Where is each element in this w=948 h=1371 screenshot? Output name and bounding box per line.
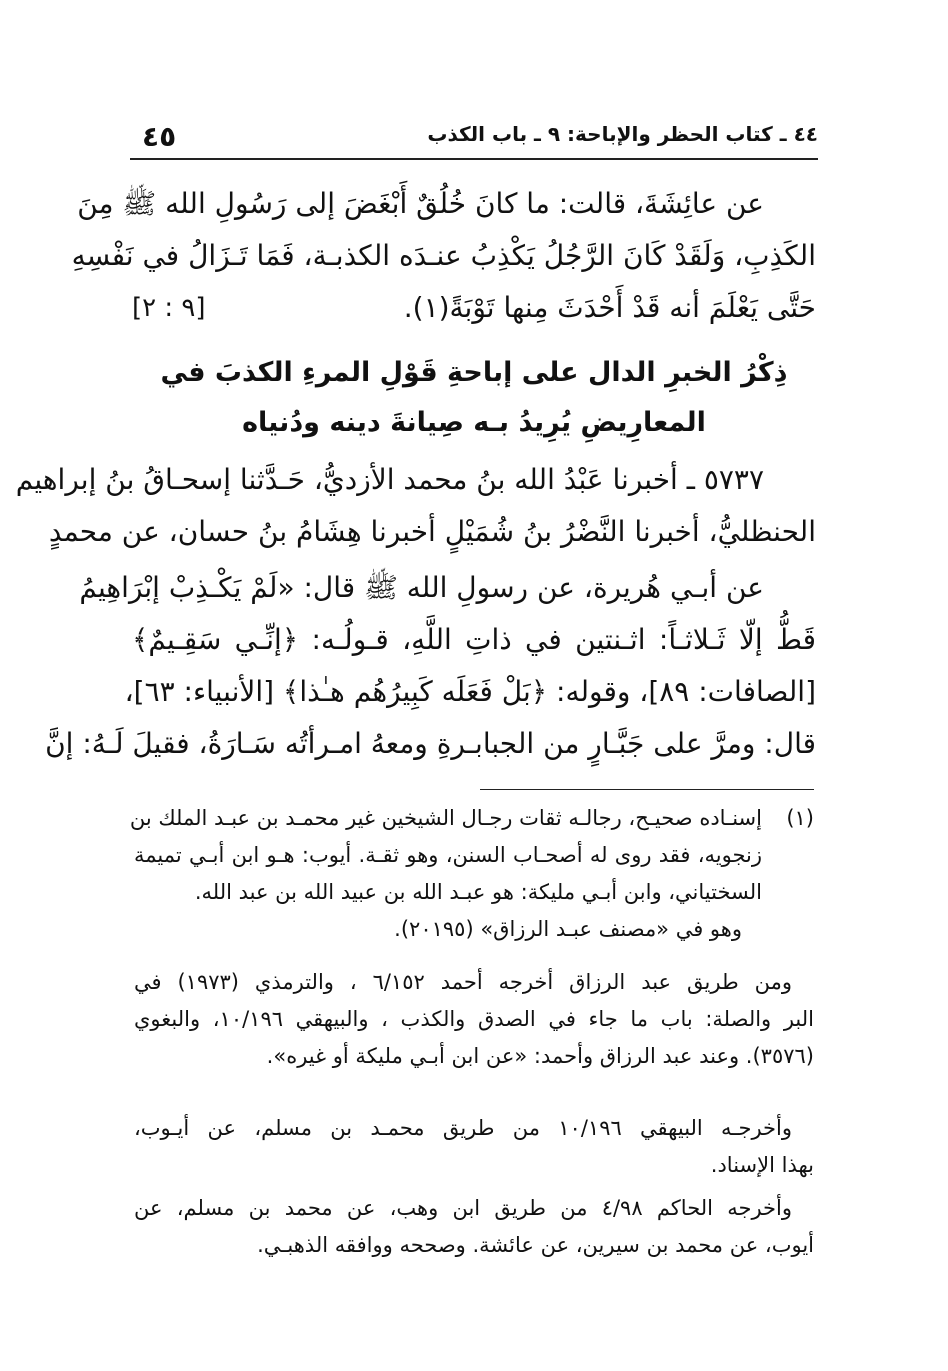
footnote-line: أيوب، عن محمد بن سيرين، عن عائشة. وصححه ووافقه الذهبـي. <box>257 1233 814 1257</box>
page-number: ٤٥ <box>142 120 177 153</box>
page-header <box>130 122 818 156</box>
isnad <box>15 454 816 558</box>
footnote-line: بهذا الإسناد. <box>710 1153 814 1177</box>
hadith-ending <box>71 178 816 334</box>
footnote-line: البر والصلة: باب ما جاء في الصدق والكذب ، والبيهقي ١٠/١٩٦، والبغوي <box>134 1007 814 1031</box>
running-head: ٤٤ ـ كتاب الحظر والإباحة: ٩ ـ باب الكذب <box>427 122 818 146</box>
text-line <box>132 282 816 334</box>
footnote-paragraph-2 <box>134 964 814 1075</box>
text-line-content: حَتَّى يَعْلَمَ أنه قَدْ أَحْدَثَ مِنها تَوْبَةً(١). <box>403 291 816 324</box>
footnote-line: وأخرجـه البيهقي ١٠/١٩٦ من طريق محمـد بن مسلم، عن أيـوب، <box>134 1116 792 1140</box>
footnote-paragraph-4 <box>134 1190 814 1264</box>
section-heading <box>132 348 816 448</box>
footnote-paragraph <box>129 800 814 948</box>
text-line: [الصافات: ٨٩]، وقوله: ﴿بَلْ فَعَلَه كَبِيرُهُم هـٰذا﴾ [الأنبياء: ٦٣]، <box>124 675 816 708</box>
footnote-1 <box>129 800 814 948</box>
footnote-line: السختياني، وابن أبـي مليكة: هو عبـد الله بن عبيد الله بن عبد الله. <box>194 880 762 904</box>
text-line: عن عائِشَةَ، قالت: ما كانَ خُلُقٌ أَبْغَضَ إلى رَسُولِ الله ﷺ مِنَ <box>77 187 764 220</box>
header-rule <box>130 158 818 160</box>
footnote-paragraph-3 <box>134 1110 814 1184</box>
footnote-paragraph <box>134 1110 814 1184</box>
footnote-paragraph <box>134 964 814 1075</box>
footnote-marker: (١) <box>786 806 814 830</box>
footnote-line: وهو في «مصنف عبـد الرزاق» (٢٠١٩٥). <box>394 917 742 941</box>
heading-line: المعارِيضِ يُرِيدُ بـه صِيانةَ دينه ودُنياه <box>242 407 706 438</box>
text-line: ٥٧٣٧ ـ أخبرنا عَبْدُ الله بنُ محمد الأزديُّ، حَـدَّثنا إسحـاقُ بنُ إبراهيم <box>15 463 764 496</box>
text-line: الكَذِبِ، وَلَقَدْ كَانَ الرَّجُلُ يَكْذِبُ عنـدَه الكذبـة، فَمَا تَـزَالُ في نَفْسِهِ <box>71 239 816 272</box>
text-line: قال: ومرَّ على جَبَّـارٍ من الجبابـرةِ ومعهُ امـرأتُه سَـارَةُ، فقيلَ لَـهُ: إنَّ <box>45 727 816 760</box>
footnote-line: وأخرجه الحاكم ٤/٩٨ من طريق ابن وهب، عن محمد بن مسلم، عن <box>134 1196 792 1220</box>
matn <box>45 562 816 770</box>
footnote-paragraph <box>134 1190 814 1264</box>
footnote-line: زنجويه، فقد روى له أصحـاب السنن، وهو ثقـة. أيوب: هـو ابن أبـي تميمة <box>134 843 762 867</box>
footnote-line: ومن طريق عبد الرزاق أخرجه أحمد ٦/١٥٢ ، والترمذي (١٩٧٣) في <box>134 970 792 994</box>
text-line: عن أبـي هُريرة، عن رسولِ الله ﷺ قال: «لَمْ يَكْـذِبْ إبْرَاهِيمُ <box>79 571 764 604</box>
source-reference: [٩ : ٢] <box>132 293 206 323</box>
text-line: الحنظليُّ، أخبرنا النَّضْرُ بنُ شُمَيْلٍ أخبرنا هِشَامُ بنُ حسان، عن محمدٍ <box>48 515 816 548</box>
text-line: قَطُّ إلّا ثَـلاثـاً: اثـنتين في ذاتِ اللَّهِ، قـولُـه: ﴿إنِّـي سَقِـيمٌ﴾ <box>132 623 816 656</box>
footnote-rule <box>480 789 814 790</box>
heading-line: ذِكْرُ الخبرِ الدال على إباحةِ قَوْلِ المرءِ الكذبَ في <box>160 357 788 388</box>
footnote-line: (٣٥٧٦). وعند عبد الرزاق وأحمد: «عن ابن أبـي مليكة أو غيره». <box>266 1044 814 1068</box>
footnote-line: إسنـاده صحيـح، رجالـه ثقات رجـال الشيخين غير محمـد بن عبـد الملك بن <box>129 806 762 830</box>
